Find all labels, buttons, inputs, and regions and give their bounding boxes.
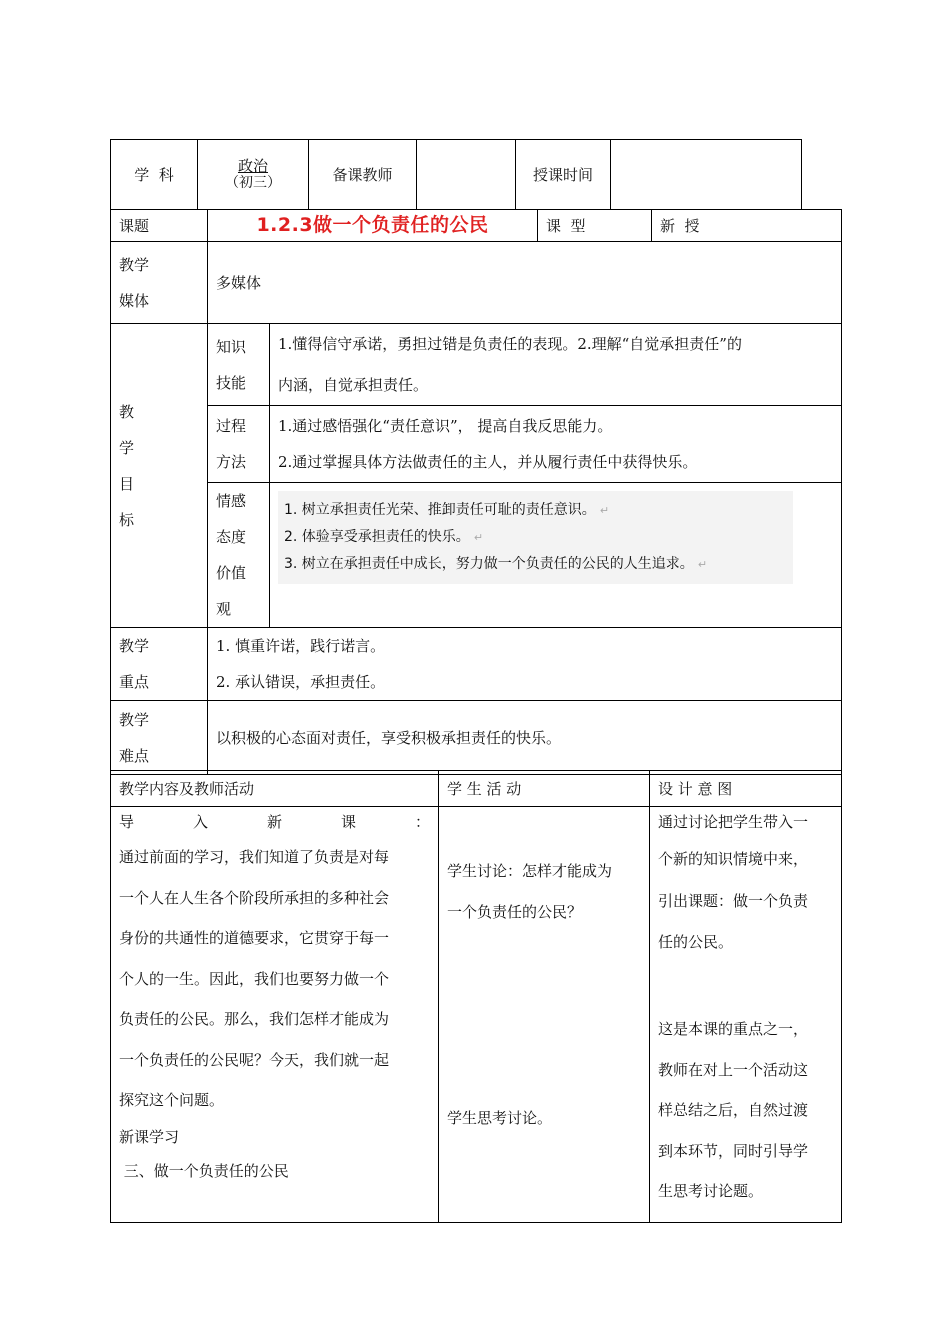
- objectives-label: [111, 324, 208, 628]
- process-line-1: 1.通过感悟强化“责任意识”， 提高自我反思能力。: [278, 417, 613, 435]
- knowledge-text: [270, 324, 842, 406]
- intro-char: 导: [119, 813, 135, 831]
- return-mark-icon: ↵: [473, 531, 484, 544]
- key-point-1: 1. 慎重许诺，践行诺言。: [216, 637, 386, 655]
- teacher-line: 身份的共通性的道德要求，它贯穿于每一: [119, 929, 390, 947]
- emotion-item-3: 3. 树立在承担责任中成长，努力做一个负责任的公民的人生追求。: [284, 556, 694, 572]
- design-spacer: [658, 962, 833, 1002]
- emotion-item: [284, 551, 787, 578]
- emotion-item-2: 2. 体验享受承担责任的快乐。: [284, 529, 470, 545]
- teacher-activity-cell: [111, 807, 439, 1223]
- design-line: 这是本课的重点之一，: [658, 1020, 809, 1038]
- teacher-line: 一个负责任的公民呢？今天，我们就一起: [119, 1050, 390, 1069]
- emotion-item-1: 1. 树立承担责任光荣、推卸责任可耻的责任意识。: [284, 502, 596, 518]
- col-student-activity: 学 生 活 动: [439, 771, 650, 807]
- emotion-label: [208, 483, 270, 628]
- new-lesson-heading: 新课学习: [119, 1127, 180, 1146]
- lesson-title: 1.2.3做一个负责任的公民: [256, 214, 489, 237]
- type-label: 课 型: [538, 210, 652, 242]
- design-line: 个新的知识情境中来，: [658, 850, 809, 868]
- col-teacher-activity: 教学内容及教师活动: [111, 771, 439, 807]
- col-design-intent: 设 计 意 图: [650, 771, 842, 807]
- objectives-table: [110, 209, 842, 775]
- design-line: 任的公民。: [658, 932, 734, 951]
- media-label-1: 教学: [119, 255, 150, 274]
- difficulty-label-2: 难点: [119, 746, 150, 765]
- difficulty-text: 以积极的心态面对责任，享受积极承担责任的快乐。: [208, 701, 842, 775]
- emotion-label-1: 情感: [216, 492, 247, 510]
- process-label: [208, 406, 270, 483]
- subject-label: 学 科: [111, 140, 198, 210]
- objectives-label-1: 教: [119, 403, 135, 421]
- knowledge-label-2: 技能: [216, 373, 247, 392]
- teacher-line: 一个人在人生各个阶段所承担的多种社会: [119, 888, 390, 907]
- intro-char: ：: [414, 813, 430, 831]
- subject-cell: [198, 140, 309, 210]
- key-point-2: 2. 承认错误，承担责任。: [216, 673, 386, 691]
- emotion-label-3: 价值: [216, 564, 247, 582]
- student-activity-1b: 一个负责任的公民？: [447, 902, 583, 921]
- emotion-item: [284, 524, 787, 551]
- process-line-2: 2.通过掌握具体方法做责任的主人，并从履行责任中获得快乐。: [278, 453, 698, 471]
- subject-value: 政治: [237, 157, 268, 176]
- header-table: [110, 139, 802, 210]
- design-line: 引出课题：做一个负责: [658, 892, 809, 910]
- key-points-label-2: 重点: [119, 673, 150, 691]
- teacher-line: 负责任的公民。那么，我们怎样才能成为: [119, 1010, 390, 1028]
- section-heading: 三、做一个负责任的公民: [119, 1161, 289, 1180]
- emotion-label-4: 观: [216, 600, 232, 618]
- teacher-line: 个人的一生。因此，我们也要努力做一个: [119, 969, 390, 988]
- time-value: [611, 140, 802, 210]
- design-line: 通过讨论把学生带入一: [658, 813, 809, 831]
- type-value: 新 授: [652, 210, 842, 242]
- intro-char: 入: [192, 813, 208, 831]
- design-line: 教师在对上一个活动这: [658, 1060, 809, 1079]
- student-activity-cell: [439, 807, 650, 1223]
- media-label: [111, 242, 208, 324]
- key-points-label: [111, 628, 208, 701]
- knowledge-line-2: 内涵，自觉承担责任。: [278, 375, 429, 394]
- time-label: 授课时间: [516, 140, 611, 210]
- intro-char: 课: [340, 813, 356, 831]
- design-line: 到本环节，同时引导学: [658, 1141, 809, 1160]
- media-value: 多媒体: [208, 242, 842, 324]
- teacher-line: 通过前面的学习，我们知道了负责是对每: [119, 848, 390, 866]
- design-intent-cell: [650, 807, 842, 1223]
- return-mark-icon: ↵: [599, 504, 610, 517]
- key-points-text: [208, 628, 842, 701]
- student-activity-1a: 学生讨论：怎样才能成为: [447, 862, 613, 880]
- objectives-label-4: 标: [119, 511, 135, 529]
- intro-char: 新: [266, 813, 282, 831]
- process-label-2: 方法: [216, 453, 247, 471]
- student-activity-2: 学生思考讨论。: [447, 1109, 553, 1127]
- design-spacer: [658, 1002, 833, 1009]
- knowledge-label-1: 知识: [216, 337, 247, 356]
- media-label-2: 媒体: [119, 291, 150, 310]
- process-label-1: 过程: [216, 417, 247, 435]
- key-points-label-1: 教学: [119, 637, 150, 655]
- knowledge-label: [208, 324, 270, 406]
- subject-grade: （初三）: [225, 175, 281, 192]
- teacher-value: [417, 140, 516, 210]
- difficulty-label: [111, 701, 208, 775]
- teacher-line: 探究这个问题。: [119, 1091, 225, 1109]
- teacher-label: 备课教师: [309, 140, 417, 210]
- difficulty-label-1: 教学: [119, 710, 150, 729]
- objectives-label-3: 目: [119, 475, 135, 493]
- objectives-label-2: 学: [119, 439, 135, 457]
- topic-label: 课题: [111, 210, 208, 242]
- emotion-text: [270, 483, 842, 628]
- intro-heading: [119, 807, 430, 837]
- knowledge-line-1: 1.懂得信守承诺，勇担过错是负责任的表现。2.理解“自觉承担责任”的: [278, 335, 742, 353]
- emotion-label-2: 态度: [216, 528, 247, 546]
- emotion-list: [278, 491, 793, 584]
- emotion-item: [284, 497, 787, 524]
- process-text: [270, 406, 842, 483]
- return-mark-icon: ↵: [697, 558, 708, 571]
- activities-table: [110, 770, 842, 1223]
- design-line: 生思考讨论题。: [658, 1182, 764, 1200]
- topic-title-cell: [208, 210, 538, 242]
- design-line: 样总结之后，自然过渡: [658, 1101, 809, 1119]
